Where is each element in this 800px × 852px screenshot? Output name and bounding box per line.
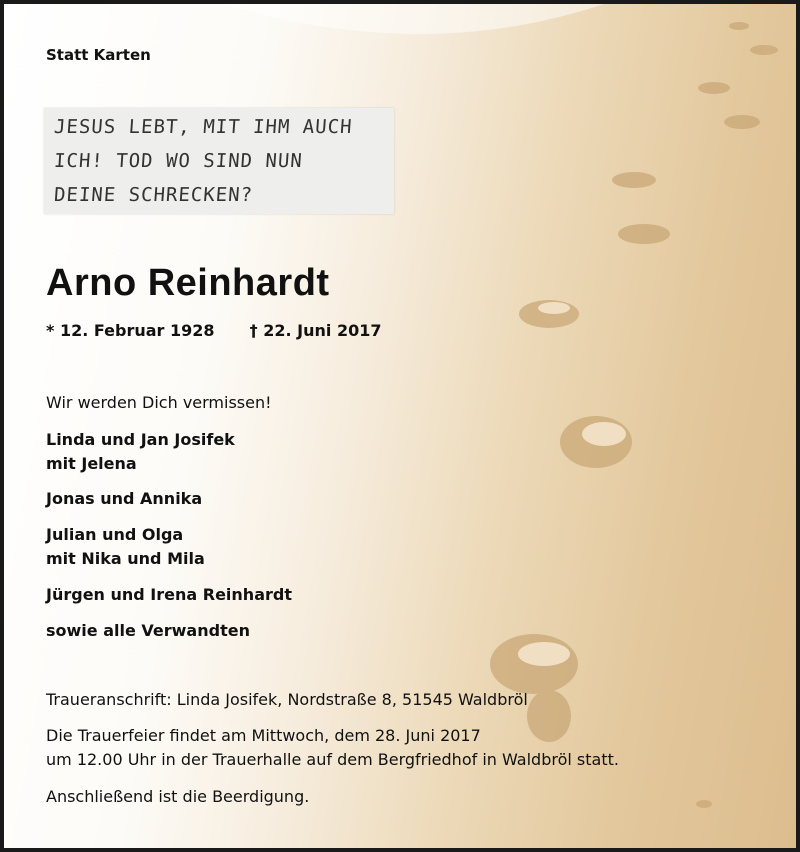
birth-date: * 12. Februar 1928 xyxy=(46,321,215,340)
ceremony-line: um 12.00 Uhr in der Trauerhalle auf dem Bergfriedhof in Waldbröl statt. xyxy=(46,750,619,769)
deceased-name: Arno Reinhardt xyxy=(46,262,330,304)
life-dates xyxy=(46,321,381,340)
burial-note: Anschließend ist die Beerdigung. xyxy=(46,787,310,806)
death-date: † 22. Juni 2017 xyxy=(249,321,382,340)
quote-line: JESUS LEBT, MIT IHM AUCH xyxy=(53,116,354,138)
mourner-line: Linda und Jan Josifek xyxy=(46,430,235,449)
mourner-line: Jürgen und Irena Reinhardt xyxy=(46,585,292,604)
notice-content xyxy=(4,4,800,852)
ceremony-line: Die Trauerfeier findet am Mittwoch, dem 28. Juni 2017 xyxy=(46,726,481,745)
farewell-text: Wir werden Dich vermissen! xyxy=(46,393,272,412)
mourner-line: sowie alle Verwandten xyxy=(46,621,250,640)
handwritten-quote xyxy=(44,108,394,214)
quote-line: ICH! TOD WO SIND NUN xyxy=(53,150,304,172)
mourner-line: Jonas und Annika xyxy=(46,489,203,508)
mourning-address: Traueranschrift: Linda Josifek, Nordstraße 8, 51545 Waldbröl xyxy=(46,690,528,709)
statt-karten-label: Statt Karten xyxy=(46,46,151,64)
mourner-line: Julian und Olga xyxy=(46,525,184,544)
mourner-line: mit Nika und Mila xyxy=(46,549,205,568)
quote-line: DEINE SCHRECKEN? xyxy=(53,184,254,206)
mourner-line: mit Jelena xyxy=(46,454,137,473)
